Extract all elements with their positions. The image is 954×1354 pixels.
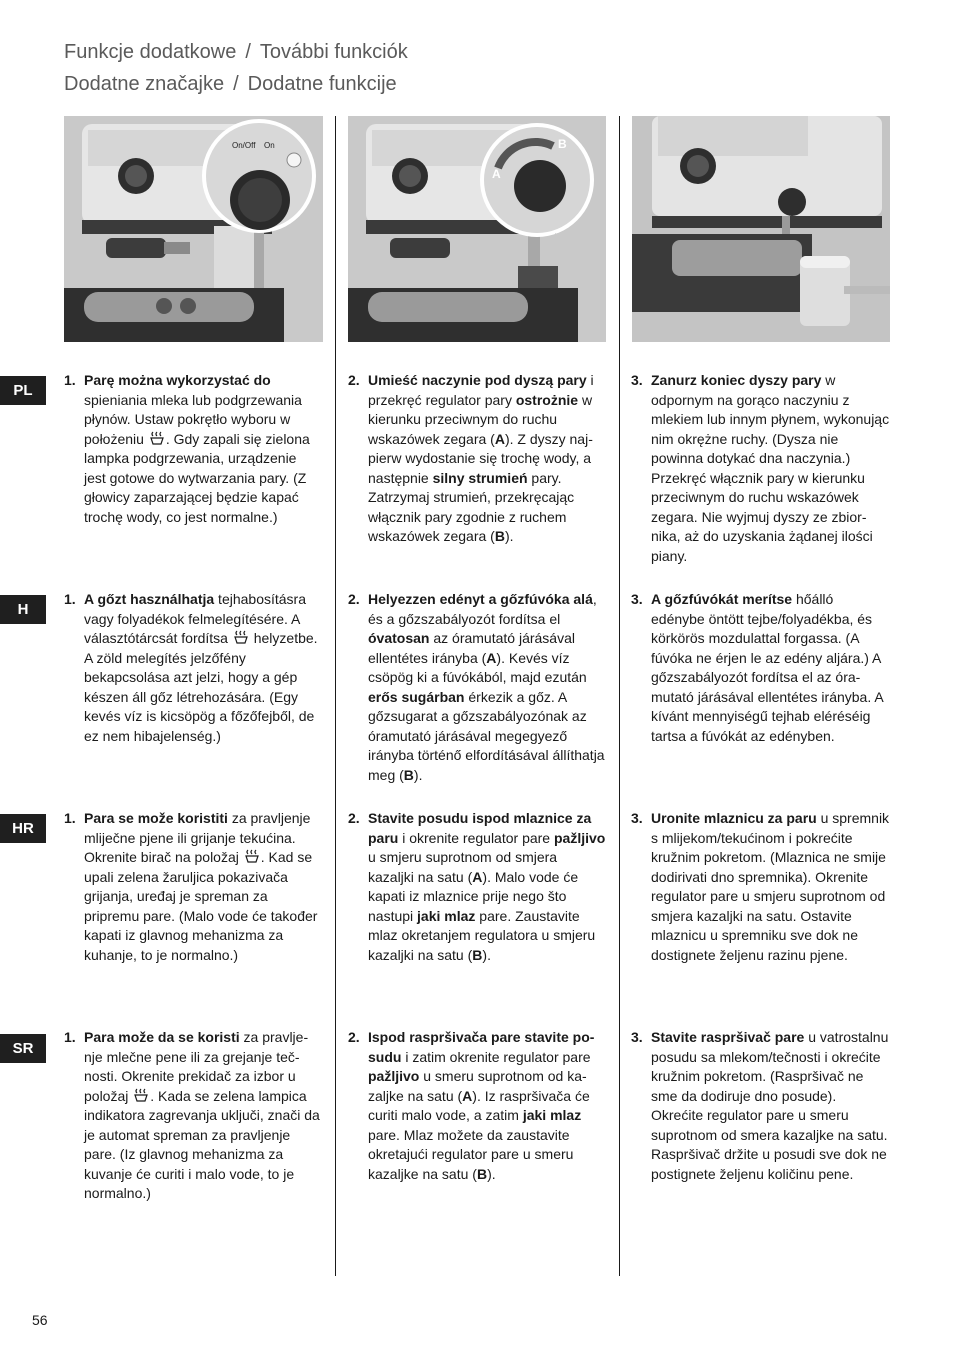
page-title-line-2 [64, 73, 397, 96]
step-text: érkezik a gőz. A gőzsugarat a gőzszabályozónak az óramutató járásával megegyező irányba történő elfordításával állíthatja meg ( [368, 688, 605, 783]
step-emphasis: pažljivo [368, 1068, 420, 1084]
step-text: ). Z dyszy najpierw wydostanie się trochę wody, a następnie [368, 430, 593, 486]
language-tab-pl: PL [0, 376, 46, 405]
espresso-machine-knob-illustration [64, 116, 323, 342]
step-emphasis: B [472, 946, 483, 963]
knob-label-onoff: On/Off [232, 141, 256, 150]
step-number: 1. [64, 372, 76, 388]
step-text: ). [482, 946, 491, 963]
step-text: helyzetbe. A zöld melegítés jelzőfény bekapcsolása azt jelzi, hogy a gép készen áll gőz létrehozására. (Egy kevés víz is kicsöpög a főzőfejből, de ez nem hibajelenség.) [84, 630, 318, 744]
step-lead: Para može da se koristi [84, 1029, 240, 1045]
step-emphasis: B [494, 528, 505, 544]
step-text: pare. Mlaz možete da zaustavite okretajući regulator pare u smeru kazaljke na satu ( [368, 1126, 574, 1182]
step-emphasis: A [472, 868, 483, 885]
steam-icon [150, 431, 164, 446]
language-tab-h: H [0, 595, 46, 624]
step-lead: Parę można wykorzystać do [84, 372, 271, 388]
step-sr-3 [631, 1028, 890, 1184]
step-lead: Uronite mlaznicu za paru [651, 810, 817, 826]
step-text: ). Malo vode će kapati iz mlaznice prije nego što nastupi [368, 868, 579, 924]
step-text: . Kada se zelena lampica indikatora zagrevanja uključi, znači da je automat spreman za pravljenje pare. (Iz glavnog mehanizma za kuvanje će curiti i malo vode, to je normalno.) [84, 1087, 320, 1201]
step-lead: Ispod raspršivača pare stavite posudu [368, 1029, 595, 1065]
step-number: 1. [64, 1029, 76, 1045]
step-number: 2. [348, 1029, 360, 1045]
step-text: pare. Zaustavite mlaz okretanjem regulatora u smjeru kazaljki na satu ( [368, 907, 596, 963]
step-pl-1 [64, 371, 322, 527]
step-emphasis: A [486, 649, 497, 666]
step-text: w odpornym na gorąco naczyniu z mlekiem lub innym płynem, wykonując nim okrężne ruchy. (Dysza nie powinna dotykać dna naczynia.) Przekręć włącznik pary w kierunku przeciwnym do ruchu wskazówek zegara. Nie wyjmuj dyszy ze zbiornika, aż do uzyskania żądanej ilości piany. [651, 372, 890, 564]
knob-label-on: On [264, 141, 275, 150]
step-text: i zatim okrenite regulator pare [401, 1048, 591, 1065]
step-text: u smjeru suprotnom od smjera kazaljki na satu ( [368, 849, 558, 885]
step-text: . Kad se upali zelena žaruljica pokazivača grijanja, uređaj je spreman za pripremu pare. (Malo vode će također kapati iz glavnog mehanizma za kuhanje, to je normalno.) [84, 849, 318, 963]
step-lead: A gőzfúvókát merítse [651, 591, 793, 607]
language-tab-sr: SR [0, 1034, 46, 1063]
steam-regulator-illustration [348, 116, 606, 342]
step-emphasis: pažljivo [553, 829, 606, 846]
step-lead: Stavite raspršivač pare [651, 1029, 805, 1045]
illustration-select-steam [64, 116, 323, 342]
step-emphasis: óvatosan [368, 630, 430, 646]
step-lead: A gőzt használhatja [84, 591, 215, 607]
step-number: 3. [631, 1029, 643, 1045]
step-emphasis: ostrożnie [515, 391, 579, 408]
step-emphasis: silny strumień [432, 469, 528, 486]
column-divider [619, 116, 620, 1276]
title-separator: / [245, 41, 251, 63]
step-hr-2 [348, 809, 606, 965]
step-lead: Para se može koristiti [84, 810, 228, 826]
steam-icon [134, 1088, 148, 1103]
step-sr-2 [348, 1028, 606, 1184]
step-text: hőálló edénybe öntött tejbe/folyadékba, és körkörös mozdulattal forgassa. (A fúvóka ne érjen le az edény aljára.) A gőzszabályozót fordítsa el az óramutató járásával ellentétes irányba. A kívánt mennyiségű tejhab eléréséig tartsa a fúvókát az edényben. [651, 591, 883, 744]
step-text: az óramutató járásával ellentétes irányba ( [368, 630, 575, 666]
step-text: w kierunku przeciwnym do ruchu wskazówek zegara ( [368, 391, 593, 447]
step-text: ). [504, 528, 514, 544]
title-pl: Funkcje dodatkowe [64, 41, 237, 63]
step-text: za pravljenje mlečne pene ili za grejanje tečnosti. Okrenite prekidač za izbor u položaj [84, 1029, 309, 1104]
step-lead: Helyezzen edényt a gőzfúvóka alá [368, 591, 593, 607]
step-emphasis: B [476, 1165, 488, 1182]
step-text: i przekręć regulator pary [368, 372, 594, 408]
illustration-steam-regulator [348, 116, 606, 342]
step-text: ). [413, 766, 423, 783]
step-h-3 [631, 590, 890, 746]
step-emphasis: jaki mlaz [522, 1107, 582, 1123]
illustration-froth-milk [632, 116, 890, 342]
step-text: ). [487, 1165, 496, 1182]
step-text: pary. Zatrzymaj strumień, przekręcając włącznik pary zgodnie z ruchem wskazówek zegara ( [368, 469, 575, 544]
steam-icon [245, 849, 259, 864]
milk-frothing-illustration [632, 116, 890, 342]
step-number: 1. [64, 810, 76, 826]
title-hr: Dodatne značajke [64, 73, 225, 95]
step-number: 2. [348, 591, 360, 607]
step-number: 3. [631, 810, 643, 826]
step-h-2 [348, 590, 606, 785]
step-text: , és a gőzszabályozót fordítsa el [368, 591, 597, 627]
step-emphasis: erős sugárban [368, 688, 465, 705]
step-text: spieniania mleka lub podgrzewania płynów. Ustaw pokrętło wyboru w położeniu [84, 391, 302, 447]
step-hr-3 [631, 809, 890, 965]
step-lead: Umieść naczynie pod dyszą pary [368, 372, 587, 388]
step-pl-2 [348, 371, 606, 547]
title-h: További funkciók [259, 41, 408, 63]
step-text: za pravljenje mliječne pjene ili grijanje tekućina. Okrenite birač na položaj [84, 810, 311, 865]
column-divider [335, 116, 336, 1276]
arrow-label-b: B [558, 137, 567, 151]
step-h-1 [64, 590, 322, 746]
step-number: 2. [348, 372, 360, 388]
page-number: 56 [32, 1312, 48, 1328]
step-text: u vatrostalnu posudu sa mlekom/tečnosti i okrećite kružnim pokretom. (Raspršivač ne sme da dodiruje dno posude). Okrećite regulator pare u smeru suprotnom od smera kazaljke na satu. Raspršivač držite u posudi sve dok ne postignete željenu količinu pene. [651, 1029, 889, 1182]
steam-icon [234, 630, 248, 645]
step-text: . Gdy zapali się zielona lampka podgrzewania, urządzenie jest gotowe do wytwarzania pary. (Z głowicy zaparzającej będzie kapać trochę wody, co jest normalne.) [84, 430, 310, 525]
language-tab-hr: HR [0, 814, 46, 843]
step-emphasis: B [403, 766, 414, 783]
step-lead: Zanurz koniec dyszy pary [651, 372, 822, 388]
step-emphasis: A [462, 1087, 473, 1104]
arrow-label-a: A [492, 167, 501, 181]
step-number: 3. [631, 591, 643, 607]
step-lead: Stavite posudu ispod mlaznice za paru [368, 810, 592, 846]
step-text: u spremnik s mlijekom/tekućinom i pokrećite kružnim pokretom. (Mlaznica ne smije dodirivati dno spremnika). Okrenite regulator pare u smjeru suprotnom od smjera kazaljki na satu. Ostavite mlaznicu u spremniku sve dok ne dostignete željenu razinu pjene. [651, 810, 890, 963]
step-text: u smeru suprotnom od kazaljke na satu ( [368, 1068, 587, 1104]
step-emphasis: jaki mlaz [417, 907, 476, 924]
step-text: ). Kevés víz csöpög ki a fúvókából, majd ezután [368, 649, 587, 685]
step-pl-3 [631, 371, 890, 566]
step-number: 1. [64, 591, 76, 607]
step-number: 3. [631, 372, 643, 388]
step-text: ). Iz raspršivača će curiti malo vode, a zatim [368, 1087, 590, 1123]
page-title-line-1 [64, 41, 408, 64]
step-number: 2. [348, 810, 360, 826]
step-text: tejhabosításra vagy folyadékok felmelegítésére. A választótárcsát fordítsa [84, 591, 307, 646]
title-sr: Dodatne funkcije [247, 73, 397, 95]
step-text: i okrenite regulator pare [398, 829, 554, 846]
step-hr-1 [64, 809, 322, 965]
step-emphasis: A [494, 430, 505, 447]
title-separator: / [233, 73, 239, 95]
step-sr-1 [64, 1028, 322, 1204]
